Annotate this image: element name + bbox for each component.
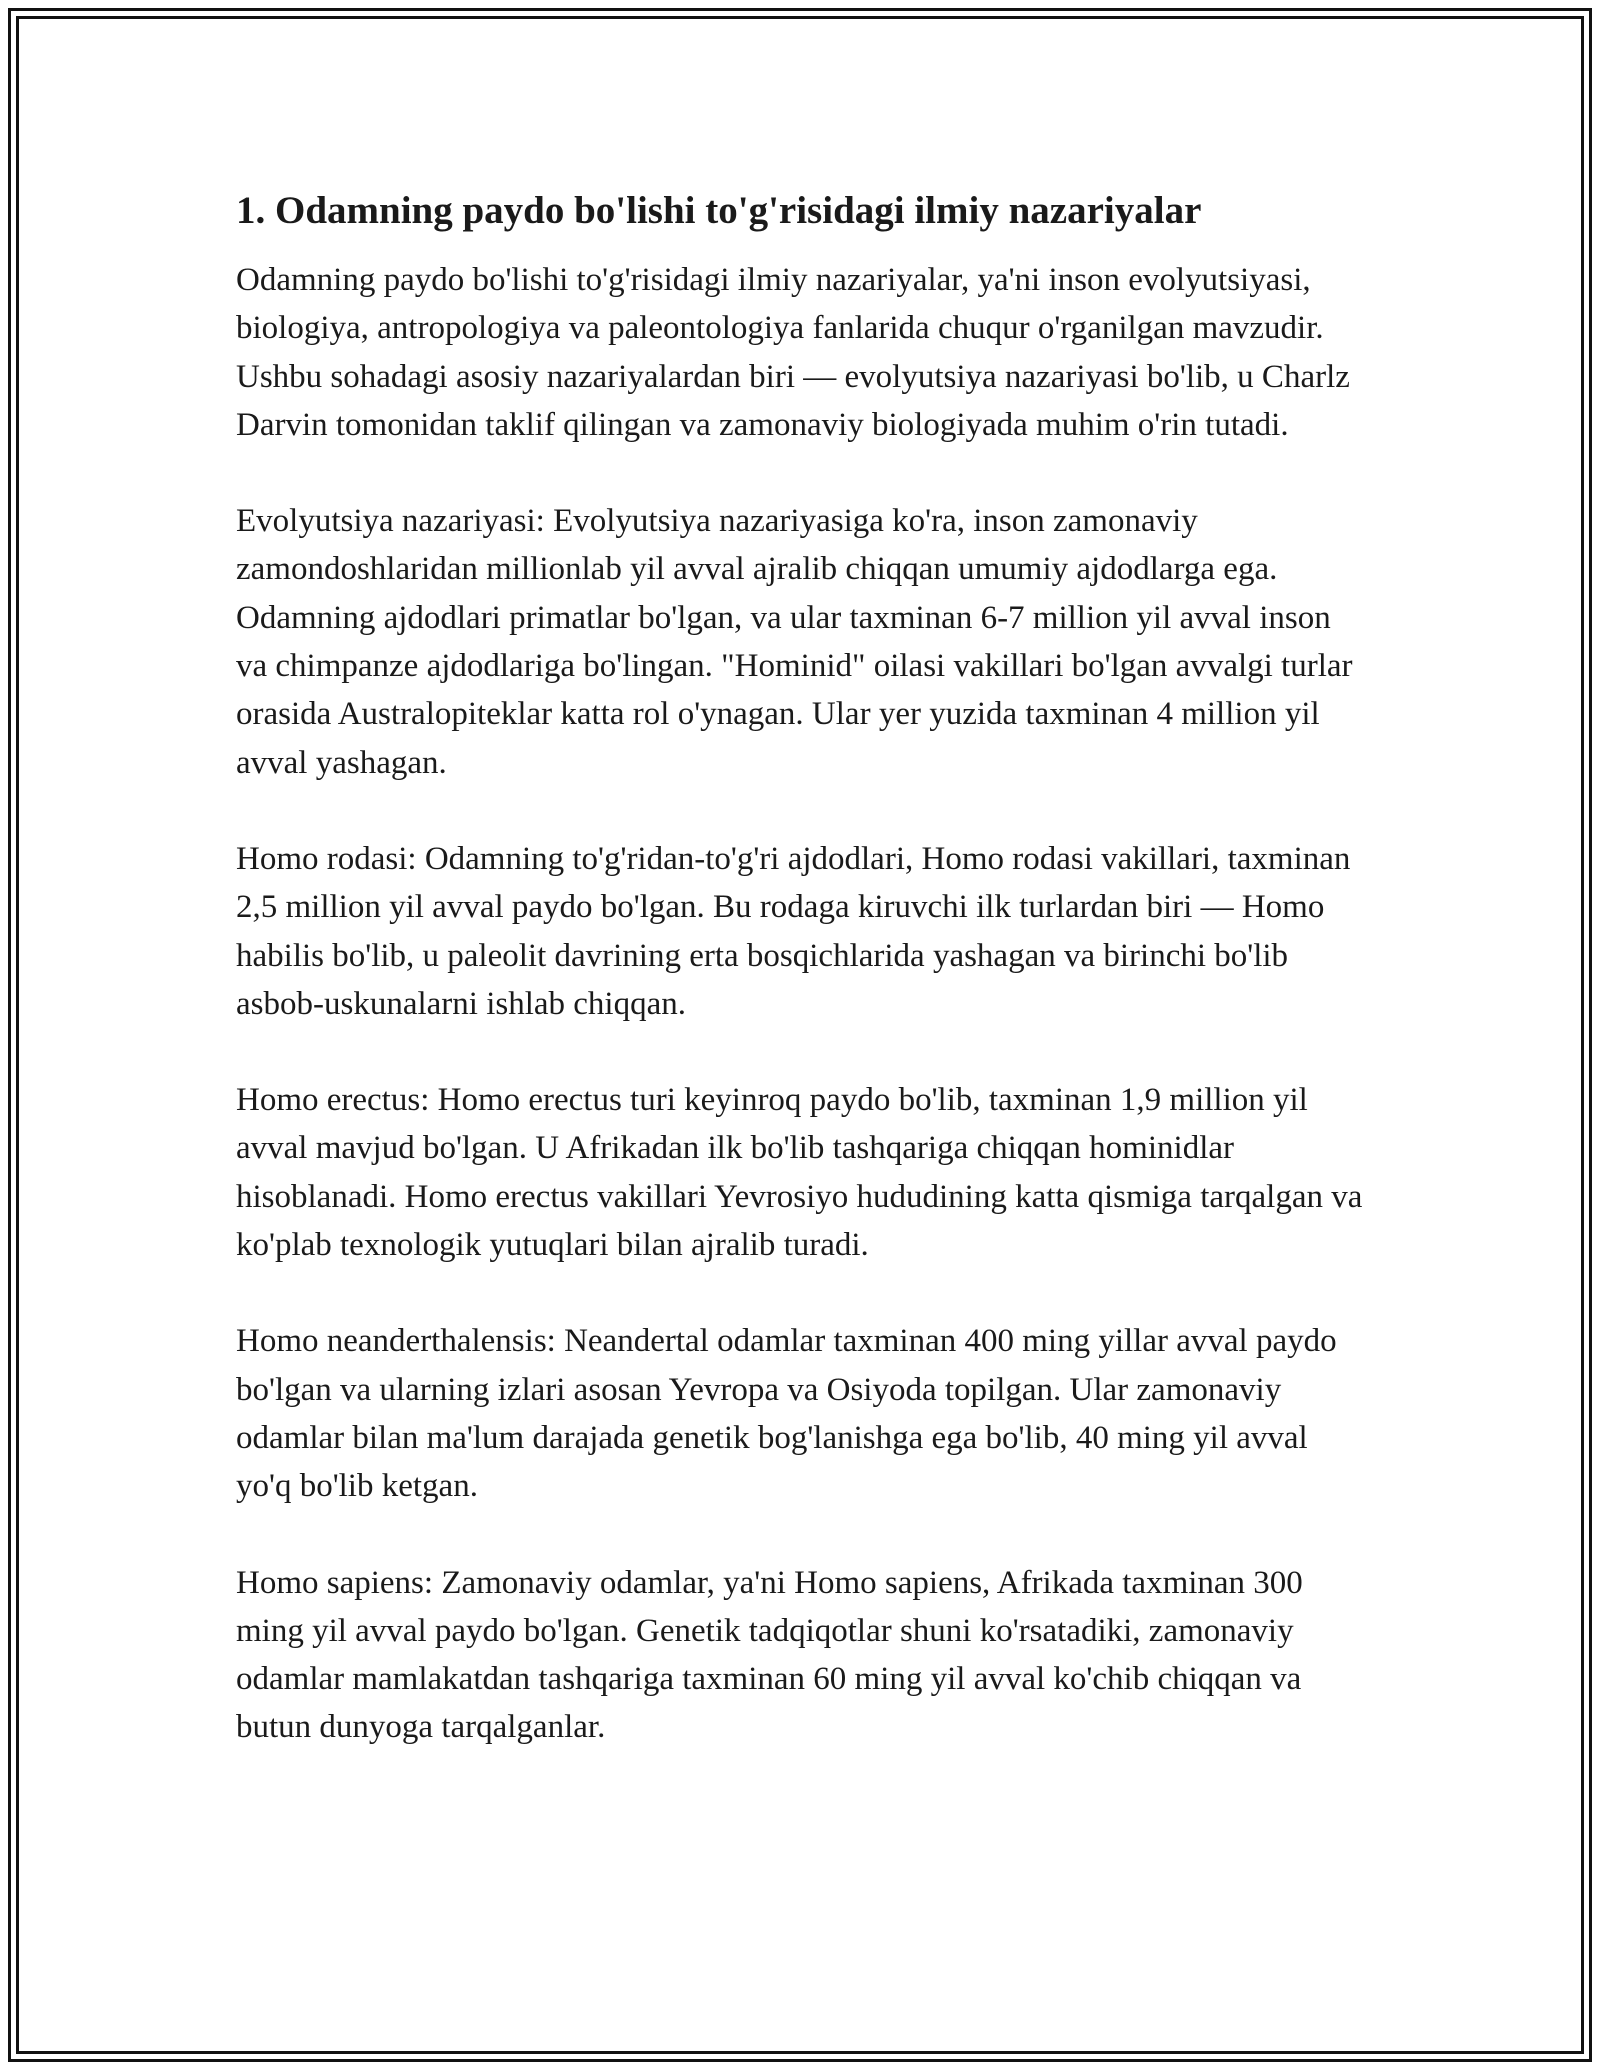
paragraph-intro: Odamning paydo bo'lishi to'g'risidagi ilmiy nazariyalar, ya'ni inson evolyutsiyasi, biologiya, antropologiya va paleontologiya fanlarida chuqur o'rganilgan mavzudir. Ushbu sohadagi asosiy nazariyalardan biri — evolyutsiya nazariyasi bo'lib, u Charlz Darvin tomonidan taklif qilingan va zamonaviy biologiyada muhim o'rin tutadi.: [236, 262, 1350, 443]
document-title: 1. Odamning paydo bo'lishi to'g'risidagi ilmiy nazariyalar: [236, 189, 1202, 232]
paragraph-homo-genus: Homo rodasi: Odamning to'g'ridan-to'g'ri ajdodlari, Homo rodasi vakillari, taxminan 2,5 million yil avval paydo bo'lgan. Bu rodaga kiruvchi ilk turlardan biri — Homo habilis bo'lib, u paleolit davrining erta bosqichlarida yashagan va birinchi bo'lib asbob-uskunalarni ishlab chiqqan.: [236, 840, 1351, 1022]
paragraph-homo-sapiens: Homo sapiens: Zamonaviy odamlar, ya'ni Homo sapiens, Afrikada taxminan 300 ming yil avval paydo bo'lgan. Genetik tadqiqotlar shuni ko'rsatadiki, zamonaviy odamlar mamlakatdan tashqariga taxminan 60 ming yil avval ko'chib chiqqan va butun dunyoga tarqalganlar.: [236, 1564, 1303, 1746]
paragraph-evolution-theory: Evolyutsiya nazariyasi: Evolyutsiya nazariyasiga ko'ra, inson zamonaviy zamondoshlaridan millionlab yil avval ajralib chiqqan umumiy ajdodlarga ega. Odamning ajdodlari primatlar bo'lgan, va ular taxminan 6-7 million yil avval inson va chimpanze ajdodlariga bo'lingan. "Hominid" oilasi vakillari bo'lgan avvalgi turlar orasida Australopiteklar katta rol o'ynagan. Ular yer yuzida taxminan 4 million yil avval yashagan.: [236, 503, 1353, 781]
paragraph-homo-erectus: Homo erectus: Homo erectus turi keyinroq paydo bo'lib, taxminan 1,9 million yil avval mavjud bo'lgan. U Afrikadan ilk bo'lib tashqariga chiqqan hominidlar hisoblanadi. Homo erectus vakillari Yevrosiyo hududining katta qismiga tarqalgan va ko'plab texnologik yutuqlari bilan ajralib turadi.: [236, 1082, 1363, 1264]
document-body: [236, 186, 1366, 1800]
paragraph-homo-neanderthalensis: Homo neanderthalensis: Neandertal odamlar taxminan 400 ming yillar avval paydo bo'lgan va ularning izlari asosan Yevropa va Osiyoda topilgan. Ular zamonaviy odamlar bilan ma'lum darajada genetik bog'lanishga ega bo'lib, 40 ming yil avval yo'q bo'lib ketgan.: [236, 1323, 1337, 1505]
